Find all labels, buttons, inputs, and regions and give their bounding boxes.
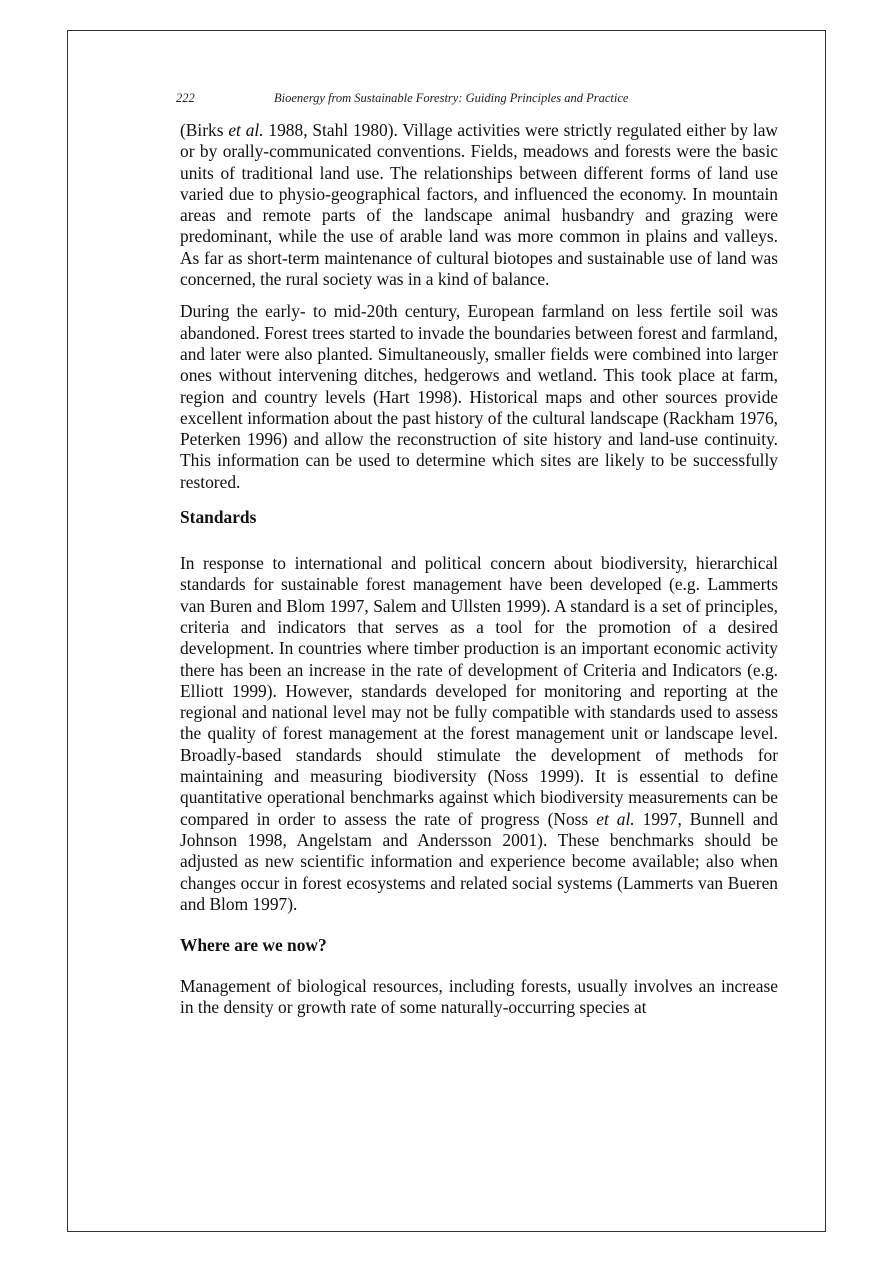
section-heading-standards: Standards [180,507,257,528]
paragraph-3-before: In response to international and political concern about biodiversity, hierarchical standards for sustainable forest management have been developed (e.g. Lammerts van Buren and Blom 1997, Salem and Ullsten 1999). A standard is a set of principles, criteria and indicators that serves as a tool for the promotion of a desired development. In countries where timber production is an important economic activity there has been an increase in the rate of development of Criteria and Indicators (e.g. Elliott 1999). However, standards developed for monitoring and reporting at the regional and national level may not be fully compatible with standards used to assess the quality of forest management at the forest management unit or landscape level. Broadly-based standards should stimulate the development of methods for maintaining and measuring biodiversity (Noss 1999). It is essential to define quantitative operational benchmarks against which biodiversity measurements can be compared in order to assess the rate of progress (Noss [180,553,778,829]
section-heading-where-are-we-now: Where are we now? [180,935,327,956]
paragraph-3-after: 1997, Bunnell and Johnson 1998, Angelstam and Andersson 2001). These benchmarks should be adjusted as new scientific information and experience become available; also when changes occur in forest ecosystems and related social systems (Lammerts van Bueren and Blom 1997). [180,808,778,914]
paragraph-1-open: (Birks [180,120,229,140]
paragraph-management: Management of biological resources, including forests, usually involves an increase in the density or growth rate of some naturally-occurring species at [180,976,778,1018]
paragraph-3-et-al: et al. [596,808,635,829]
paragraph-1-et-al: et al. [228,120,264,140]
page-number: 222 [176,91,195,105]
book-title: Bioenergy from Sustainable Forestry: Guiding Principles and Practice [274,91,629,105]
paragraph-1-rest: 1988, Stahl 1980). Village activities were strictly regulated either by law or by orally-communicated conventions. Fields, meadows and forests were the basic units of traditional land use. The relationships between different forms of land use varied due to physio-geographical factors, and influenced the economy. In mountain areas and remote parts of the landscape animal husbandry and grazing were predominant, while the use of arable land was more common in plains and valleys. As far as short-term maintenance of cultural biotopes and sustainable use of land was concerned, the rural society was in a kind of balance. [180,120,778,290]
body-text [180,120,778,1019]
paragraph-farmland-abandoned: During the early- to mid-20th century, European farmland on less fertile soil was abandoned. Forest trees started to invade the boundaries between forest and farmland, and later were also planted. Simultaneously, smaller fields were combined into larger ones without intervening ditches, hedgerows and wetland. This took place at farm, region and country levels (Hart 1998). Historical maps and other sources provide excellent information about the past history of the cultural landscape (Rackham 1976, Peterken 1996) and allow the reconstruction of site history and land-use continuity. This information can be used to determine which sites are likely to be successfully restored. [180,301,778,492]
running-head [176,91,776,106]
paragraph-standards [180,553,778,915]
paragraph-village-activities [180,120,778,290]
